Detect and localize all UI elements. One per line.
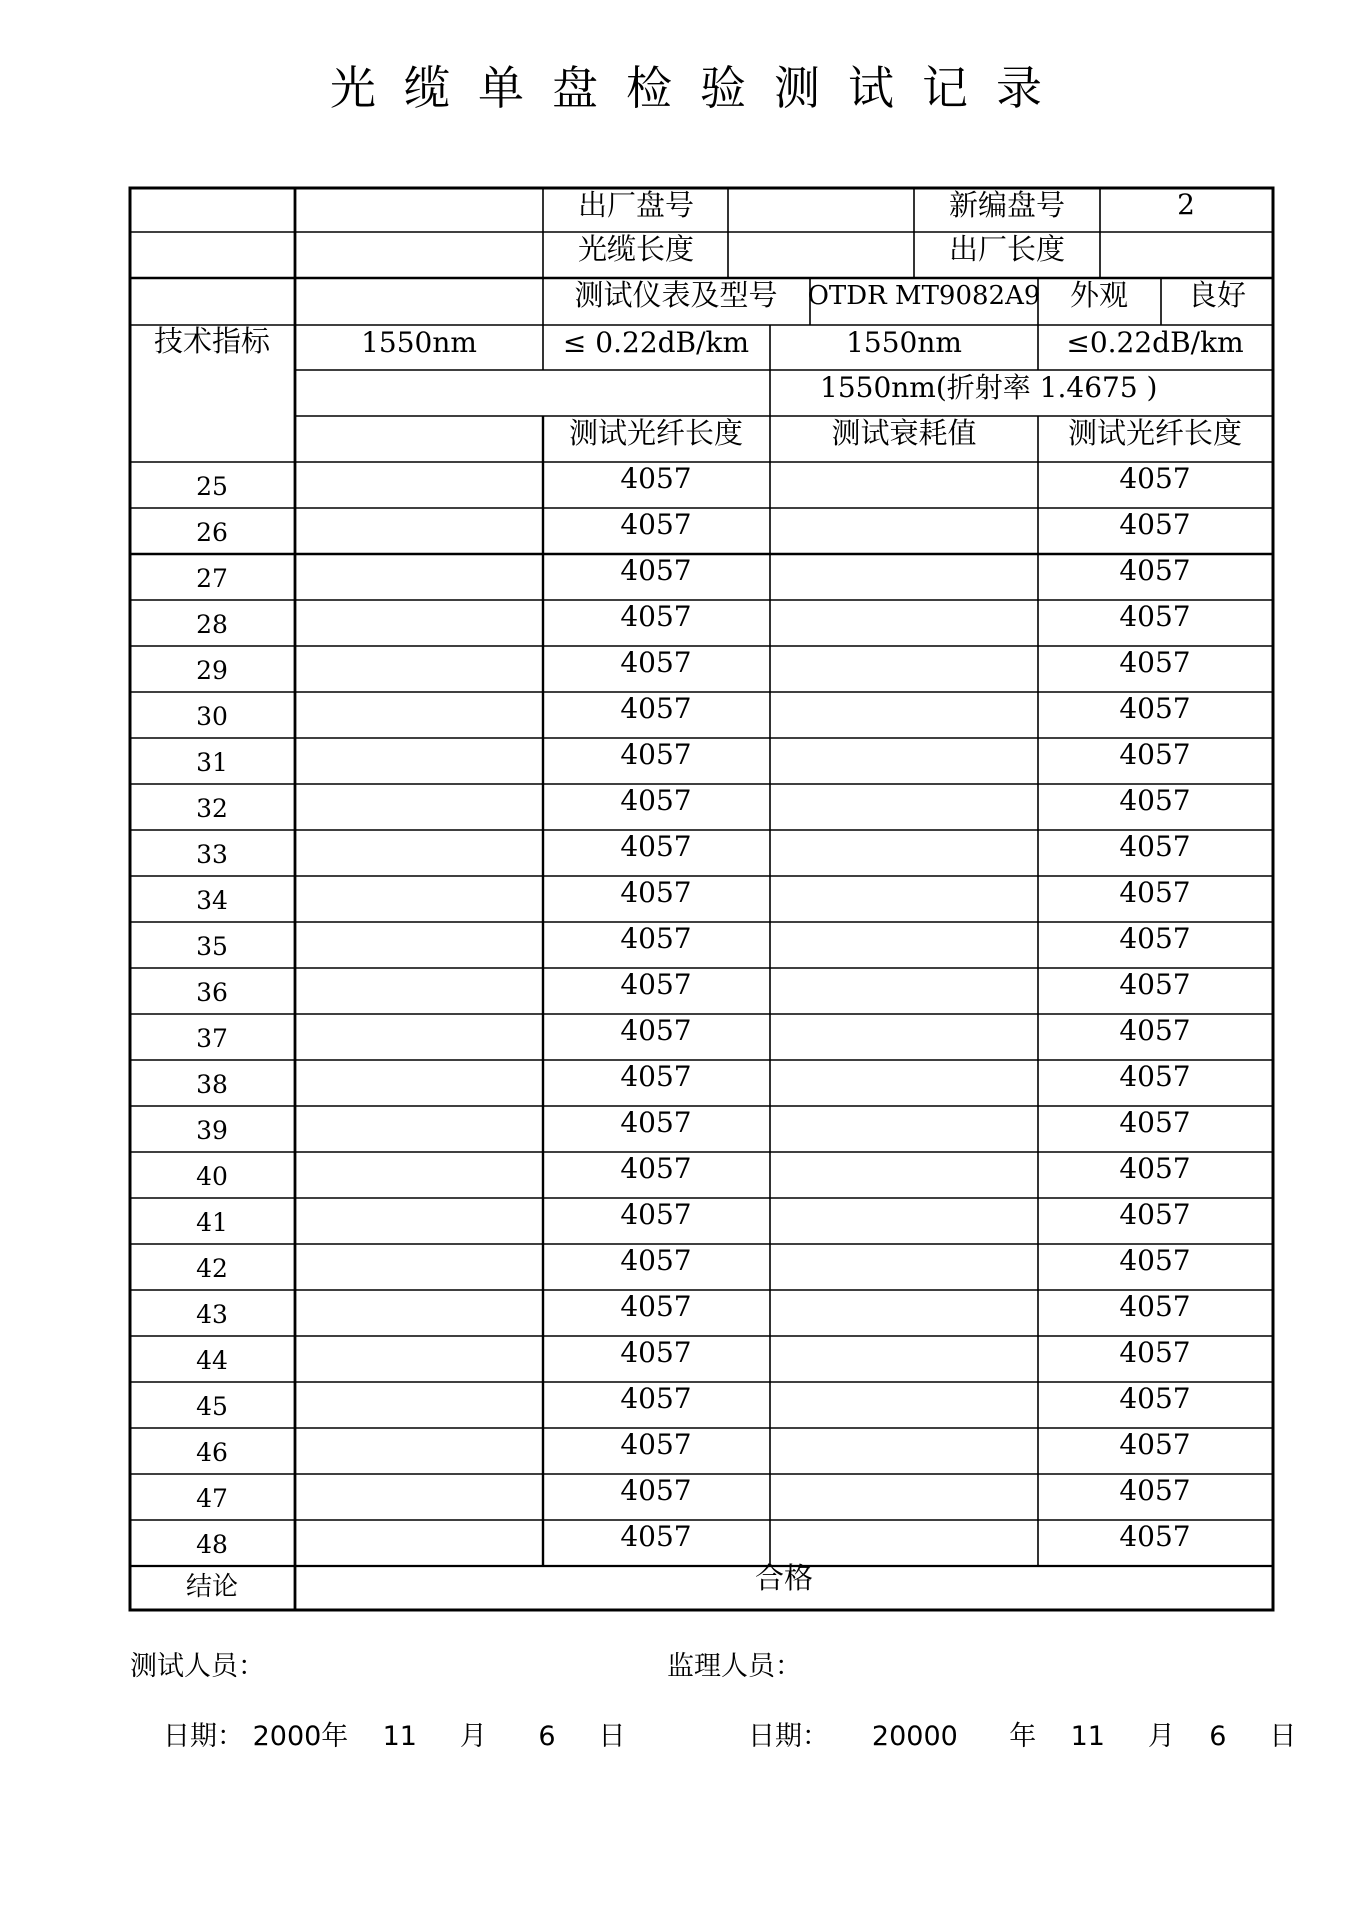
new-reel-value: 2 — [1177, 188, 1195, 221]
row-length-2: 4057 — [1119, 1244, 1191, 1277]
refractive-index-text: 1550nm(折射率 1.4675 ) — [820, 371, 1158, 404]
row-number: 39 — [196, 1116, 228, 1145]
row-number: 47 — [196, 1484, 228, 1513]
appearance-label: 外观 — [1069, 278, 1129, 312]
row-number: 35 — [196, 932, 228, 961]
row-length-1: 4057 — [620, 738, 692, 771]
spec-wavelength-2: 1550nm — [846, 326, 962, 359]
row-number: 33 — [196, 840, 228, 869]
row-length-2: 4057 — [1119, 1106, 1191, 1139]
page-title: 光缆单盘检验测试记录 — [330, 61, 1070, 115]
row-number: 40 — [196, 1162, 228, 1191]
column-length-2: 测试光纤长度 — [1067, 416, 1243, 450]
row-length-1: 4057 — [620, 1382, 692, 1415]
row-length-1: 4057 — [620, 1106, 692, 1139]
tester-label: 测试人员： — [130, 1651, 265, 1682]
conclusion-label: 结论 — [185, 1572, 239, 1602]
row-number: 28 — [196, 610, 228, 639]
spec-wavelength-1: 1550nm — [361, 326, 477, 359]
row-length-1: 4057 — [620, 876, 692, 909]
column-attenuation: 测试衰耗值 — [831, 416, 977, 450]
column-length-1: 测试光纤长度 — [568, 416, 744, 450]
row-length-1: 4057 — [620, 1336, 692, 1369]
supervisor-label: 监理人员： — [667, 1651, 802, 1682]
row-length-1: 4057 — [620, 1290, 692, 1323]
row-length-2: 4057 — [1119, 1290, 1191, 1323]
row-length-1: 4057 — [620, 646, 692, 679]
row-length-2: 4057 — [1119, 1474, 1191, 1507]
new-reel-label: 新编盘号 — [948, 188, 1066, 222]
row-length-2: 4057 — [1119, 968, 1191, 1001]
row-number: 38 — [196, 1070, 228, 1099]
row-length-1: 4057 — [620, 1520, 692, 1553]
spec-attenuation-1: ≤ 0.22dB/km — [562, 326, 750, 359]
row-number: 26 — [196, 518, 228, 547]
row-number: 27 — [196, 564, 228, 593]
row-number: 32 — [196, 794, 228, 823]
row-length-2: 4057 — [1119, 600, 1191, 633]
row-length-2: 4057 — [1119, 922, 1191, 955]
row-length-1: 4057 — [620, 1244, 692, 1277]
row-length-1: 4057 — [620, 600, 692, 633]
row-length-2: 4057 — [1119, 830, 1191, 863]
row-length-2: 4057 — [1119, 1520, 1191, 1553]
factory-length-label: 出厂长度 — [948, 232, 1066, 266]
row-length-1: 4057 — [620, 462, 692, 495]
row-number: 46 — [196, 1438, 228, 1467]
row-length-1: 4057 — [620, 784, 692, 817]
row-number: 36 — [196, 978, 228, 1007]
row-number: 25 — [196, 472, 228, 501]
appearance-value: 良好 — [1187, 278, 1247, 312]
row-length-1: 4057 — [620, 1014, 692, 1047]
row-length-2: 4057 — [1119, 1428, 1191, 1461]
row-number: 29 — [196, 656, 228, 685]
row-number: 37 — [196, 1024, 228, 1053]
instrument-value: OTDR MT9082A9 — [807, 281, 1041, 311]
row-length-2: 4057 — [1119, 692, 1191, 725]
row-number: 48 — [196, 1530, 228, 1559]
row-number: 42 — [196, 1254, 228, 1283]
row-length-1: 4057 — [620, 554, 692, 587]
row-length-2: 4057 — [1119, 1336, 1191, 1369]
row-length-2: 4057 — [1119, 1060, 1191, 1093]
row-length-2: 4057 — [1119, 784, 1191, 817]
conclusion-value: 合格 — [754, 1561, 814, 1595]
row-length-2: 4057 — [1119, 554, 1191, 587]
factory-reel-label: 出厂盘号 — [577, 188, 695, 222]
date-left: 日期： 2000年 11 月 6 日 — [163, 1721, 626, 1752]
row-length-1: 4057 — [620, 692, 692, 725]
row-length-2: 4057 — [1119, 1014, 1191, 1047]
row-number: 31 — [196, 748, 228, 777]
row-length-2: 4057 — [1119, 646, 1191, 679]
spec-attenuation-2: ≤0.22dB/km — [1066, 326, 1244, 359]
row-number: 41 — [196, 1208, 228, 1237]
row-length-1: 4057 — [620, 508, 692, 541]
row-length-2: 4057 — [1119, 1152, 1191, 1185]
instrument-label: 测试仪表及型号 — [574, 278, 778, 312]
row-number: 30 — [196, 702, 228, 731]
row-length-1: 4057 — [620, 830, 692, 863]
row-length-2: 4057 — [1119, 738, 1191, 771]
row-length-2: 4057 — [1119, 1382, 1191, 1415]
spec-label: 技术指标 — [153, 324, 271, 358]
row-number: 45 — [196, 1392, 228, 1421]
row-length-2: 4057 — [1119, 876, 1191, 909]
row-length-2: 4057 — [1119, 508, 1191, 541]
row-length-1: 4057 — [620, 1474, 692, 1507]
row-length-1: 4057 — [620, 1198, 692, 1231]
row-length-2: 4057 — [1119, 1198, 1191, 1231]
date-right: 日期： 20000 年 11 月 6 日 — [748, 1721, 1297, 1752]
row-length-2: 4057 — [1119, 462, 1191, 495]
row-number: 44 — [196, 1346, 228, 1375]
row-length-1: 4057 — [620, 1152, 692, 1185]
row-length-1: 4057 — [620, 1428, 692, 1461]
row-length-1: 4057 — [620, 1060, 692, 1093]
row-number: 43 — [196, 1300, 228, 1329]
cable-length-label: 光缆长度 — [577, 232, 695, 266]
row-length-1: 4057 — [620, 922, 692, 955]
row-number: 34 — [196, 886, 228, 915]
row-length-1: 4057 — [620, 968, 692, 1001]
